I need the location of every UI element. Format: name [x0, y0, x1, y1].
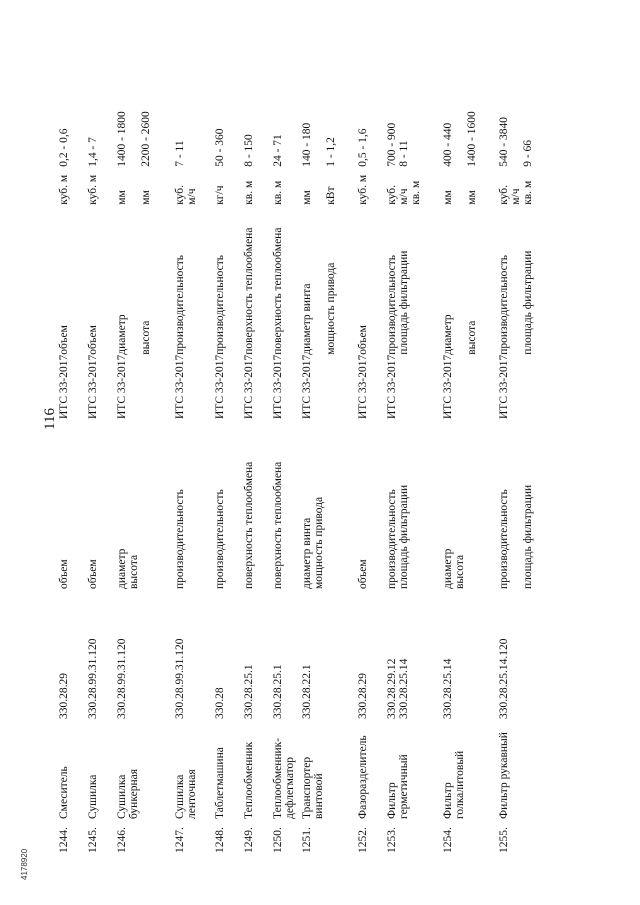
its-reference — [58, 355, 87, 419]
parameter-name — [272, 205, 301, 355]
unit-line: куб. — [174, 185, 186, 205]
parameter-name — [442, 205, 498, 355]
its-reference-line: ИТС 33-2017 — [442, 354, 454, 419]
unit-line: кВт — [325, 186, 337, 205]
okpd-code-line: 330.28.29 — [58, 673, 70, 719]
its-reference — [214, 355, 243, 419]
parameter-name-line: производительность — [498, 254, 510, 355]
characteristic-line — [510, 419, 522, 589]
table-row — [272, 97, 301, 853]
row-number-line: 1252. — [357, 827, 369, 853]
its-reference-line: ИТС 33-2017 — [498, 354, 510, 419]
unit-line — [128, 167, 140, 205]
characteristic-line: объем — [357, 559, 369, 589]
okpd-code — [301, 589, 357, 719]
value-range-line: 2200 - 2600 — [140, 111, 152, 167]
its-reference — [386, 355, 442, 419]
row-number — [272, 819, 301, 853]
row-number — [87, 819, 116, 853]
characteristic — [272, 419, 301, 589]
unit — [301, 167, 357, 205]
value-range-line: 8 - 11 — [398, 140, 410, 167]
its-reference-line: ИТС 33-2017 — [386, 354, 398, 419]
row-number — [243, 819, 272, 853]
table-row — [498, 97, 558, 853]
okpd-code-line: 330.28.99.31.120 — [87, 638, 99, 719]
parameter-name-line — [510, 205, 522, 355]
parameter-name-line: диаметр — [442, 314, 454, 355]
row-number — [301, 819, 357, 853]
unit — [498, 167, 558, 205]
characteristic-line: поверхность теплообмена — [272, 461, 284, 589]
row-number — [174, 819, 214, 853]
characteristic-line: производительность — [174, 489, 186, 589]
equipment-name-line: Сушилка — [174, 774, 186, 819]
equipment-name-line: голкалитовый — [454, 750, 466, 819]
value-range-line — [454, 97, 466, 167]
okpd-code-line: 330.28 — [214, 687, 226, 719]
value-range — [301, 97, 357, 167]
its-reference — [116, 355, 174, 419]
row-number — [214, 819, 243, 853]
its-reference-line: ИТС 33-2017 — [58, 354, 70, 419]
value-range — [87, 97, 116, 167]
value-range — [116, 97, 174, 167]
unit-line: кв. м — [522, 180, 534, 205]
equipment-name-line: Сушилка — [116, 774, 128, 819]
equipment-name — [116, 719, 174, 819]
unit-line: мм — [466, 190, 478, 205]
rotated-sheet — [58, 48, 578, 853]
value-range-line: 0,2 - 0,6 — [58, 128, 70, 167]
okpd-code-line: 330.28.25.1 — [272, 664, 284, 719]
unit-line: мм — [442, 190, 454, 205]
row-number-line: 1253. — [386, 827, 398, 853]
its-reference-line: ИТС 33-2017 — [174, 354, 186, 419]
parameter-name-line: поверхность теплообмена — [243, 227, 255, 355]
equipment-name-line: ленточная — [186, 769, 198, 819]
row-number-line: 1249. — [243, 827, 255, 853]
characteristic-line: объем — [58, 559, 70, 589]
equipment-name-line: Таблетмашина — [214, 747, 226, 819]
parameter-name-line: высота — [466, 320, 478, 355]
row-number — [116, 819, 174, 853]
equipment-table — [58, 97, 558, 853]
unit — [174, 167, 214, 205]
parameter-name-line — [128, 205, 140, 355]
unit-line: м/ч — [186, 188, 198, 205]
value-range-line: 140 - 180 — [301, 122, 313, 167]
characteristic-line: производительность — [386, 489, 398, 589]
table-row — [87, 97, 116, 853]
parameter-name-line: площадь фильтрации — [398, 250, 410, 355]
okpd-code — [386, 589, 442, 719]
value-range — [442, 97, 498, 167]
parameter-name-line — [313, 205, 325, 355]
equipment-name-line: Фильтр рукавный — [498, 732, 510, 819]
unit — [116, 167, 174, 205]
table-row — [301, 97, 357, 853]
parameter-name — [58, 205, 87, 355]
okpd-code-line: 330.28.29.12 — [386, 658, 398, 719]
equipment-name-line: Фазоразделитель — [357, 735, 369, 819]
value-range-line: 50 - 360 — [214, 128, 226, 167]
unit — [214, 167, 243, 205]
value-range-line: 1 - 1,2 — [325, 137, 337, 167]
value-range-line: 24 - 71 — [272, 134, 284, 167]
unit-line: мм — [116, 190, 128, 205]
equipment-name — [386, 719, 442, 819]
unit-line: м/ч — [398, 188, 410, 205]
value-range — [174, 97, 214, 167]
parameter-name-line: производительность — [214, 254, 226, 355]
characteristic-line: площадь фильтрации — [398, 484, 410, 589]
characteristic — [498, 419, 558, 589]
unit-line: кв. м — [243, 180, 255, 205]
value-range-line: 7 - 11 — [174, 140, 186, 167]
equipment-name-line: Теплообменник — [243, 741, 255, 819]
value-range-line: 9 - 66 — [522, 139, 534, 167]
unit — [87, 167, 116, 205]
unit-line: кв. м — [272, 180, 284, 205]
characteristic-line: диаметр — [442, 548, 454, 589]
its-reference — [87, 355, 116, 419]
unit — [386, 167, 442, 205]
value-range-line — [510, 97, 522, 167]
value-range-line: 1400 - 1800 — [116, 111, 128, 167]
characteristic — [174, 419, 214, 589]
parameter-name — [498, 205, 558, 355]
its-reference-line: ИТС 33-2017 — [214, 354, 226, 419]
okpd-code — [357, 589, 386, 719]
value-range-line: 700 - 900 — [386, 122, 398, 167]
characteristic — [357, 419, 386, 589]
okpd-code-line: 330.28.99.31.120 — [174, 638, 186, 719]
okpd-code — [214, 589, 243, 719]
row-number — [498, 819, 558, 853]
characteristic-line: производительность — [214, 489, 226, 589]
row-number-line: 1247. — [174, 827, 186, 853]
unit-line: мм — [140, 190, 152, 205]
unit-line: куб. м — [87, 174, 99, 205]
characteristic-line: диаметр винта — [301, 517, 313, 589]
unit — [442, 167, 498, 205]
table-row — [116, 97, 174, 853]
parameter-name — [174, 205, 214, 355]
okpd-code-line: 330.28.25.14 — [442, 658, 454, 719]
its-reference — [243, 355, 272, 419]
equipment-name-line: Транспортер — [301, 756, 313, 819]
parameter-name — [386, 205, 442, 355]
value-range-line — [128, 97, 140, 167]
parameter-name-line: диаметр — [116, 314, 128, 355]
row-number-line: 1254. — [442, 827, 454, 853]
equipment-name-line: винтовой — [313, 773, 325, 819]
parameter-name-line: поверхность теплообмена — [272, 227, 284, 355]
table-row — [58, 97, 87, 853]
okpd-code-line: 330.28.25.14.120 — [498, 638, 510, 719]
parameter-name — [116, 205, 174, 355]
okpd-code — [272, 589, 301, 719]
equipment-name-line: бункерная — [128, 768, 140, 819]
okpd-code-line: 330.28.22.1 — [301, 664, 313, 719]
row-number — [58, 819, 87, 853]
okpd-code-line: 330.28.29 — [357, 673, 369, 719]
row-number — [442, 819, 498, 853]
value-range-line: 8 - 150 — [243, 134, 255, 167]
value-range-line: 1400 - 1600 — [466, 111, 478, 167]
unit-line: куб. м — [58, 174, 70, 205]
equipment-name — [58, 719, 87, 819]
unit-line: кв. м — [410, 180, 422, 205]
okpd-code-line: 330.28.99.31.120 — [116, 638, 128, 719]
unit — [243, 167, 272, 205]
equipment-name-line: Сушилка — [87, 774, 99, 819]
unit-line: куб. — [386, 185, 398, 205]
unit-line: м/ч — [510, 188, 522, 205]
equipment-name-line: Фильтр — [386, 782, 398, 819]
its-reference-line: ИТС 33-2017 — [243, 354, 255, 419]
parameter-name — [243, 205, 272, 355]
equipment-name — [301, 719, 357, 819]
equipment-name — [498, 719, 558, 819]
its-reference — [272, 355, 301, 419]
table-row — [174, 97, 214, 853]
its-reference-line: ИТС 33-2017 — [116, 354, 128, 419]
value-range-line: 400 - 440 — [442, 122, 454, 167]
characteristic — [58, 419, 87, 589]
unit-line — [313, 167, 325, 205]
value-range-line: 0,5 - 1,6 — [357, 128, 369, 167]
table-row — [357, 97, 386, 853]
table-row — [442, 97, 498, 853]
side-document-code: 4178920 — [20, 848, 29, 880]
equipment-name-line: Теплообменник- — [272, 737, 284, 819]
parameter-name-line: площадь фильтрации — [522, 250, 534, 355]
row-number-line: 1245. — [87, 827, 99, 853]
row-number — [386, 819, 442, 853]
value-range — [214, 97, 243, 167]
unit-line: куб. — [498, 185, 510, 205]
table-row — [214, 97, 243, 853]
parameter-name-line: объем — [357, 325, 369, 355]
okpd-code-line: 330.28.25.1 — [243, 664, 255, 719]
value-range — [386, 97, 442, 167]
okpd-code — [58, 589, 87, 719]
value-range — [58, 97, 87, 167]
parameter-name-line: мощность привода — [325, 262, 337, 355]
equipment-name-line: Смеситель — [58, 766, 70, 819]
row-number-line: 1248. — [214, 827, 226, 853]
parameter-name-line: производительность — [174, 254, 186, 355]
characteristic-line: производительность — [498, 489, 510, 589]
unit-line: мм — [301, 190, 313, 205]
value-range — [243, 97, 272, 167]
its-reference — [301, 355, 357, 419]
okpd-code — [116, 589, 174, 719]
table-row — [386, 97, 442, 853]
page-number: 116 — [42, 408, 58, 430]
characteristic — [442, 419, 498, 589]
parameter-name-line — [454, 205, 466, 355]
value-range — [357, 97, 386, 167]
value-range — [498, 97, 558, 167]
characteristic — [386, 419, 442, 589]
row-number-line: 1255. — [498, 827, 510, 853]
okpd-code — [498, 589, 558, 719]
parameter-name-line: производительность — [386, 254, 398, 355]
unit — [58, 167, 87, 205]
parameter-name — [214, 205, 243, 355]
unit — [357, 167, 386, 205]
characteristic — [301, 419, 357, 589]
okpd-code — [174, 589, 214, 719]
parameter-name-line: объем — [58, 325, 70, 355]
its-reference-line: ИТС 33-2017 — [87, 354, 99, 419]
equipment-name-line: дефлегматор — [284, 756, 296, 819]
characteristic — [214, 419, 243, 589]
row-number-line: 1246. — [116, 827, 128, 853]
value-range-line: 540 - 3840 — [498, 116, 510, 167]
okpd-code — [243, 589, 272, 719]
characteristic-line: объем — [87, 559, 99, 589]
parameter-name-line: диаметр винта — [301, 283, 313, 355]
its-reference — [357, 355, 386, 419]
characteristic-line: площадь фильтрации — [522, 484, 534, 589]
row-number-line: 1244. — [58, 827, 70, 853]
equipment-name — [174, 719, 214, 819]
okpd-code — [442, 589, 498, 719]
equipment-name-line: Фильтр — [442, 782, 454, 819]
equipment-name — [87, 719, 116, 819]
parameter-name — [87, 205, 116, 355]
equipment-name — [357, 719, 386, 819]
row-number-line: 1250. — [272, 827, 284, 853]
unit-line: кг/ч — [214, 185, 226, 205]
characteristic — [87, 419, 116, 589]
value-range-line — [313, 97, 325, 167]
okpd-code — [87, 589, 116, 719]
characteristic-line: диаметр — [116, 548, 128, 589]
okpd-code-line: 330.28.25.14 — [398, 658, 410, 719]
equipment-name-line: герметичный — [398, 754, 410, 819]
its-reference — [442, 355, 498, 419]
equipment-table-body — [58, 97, 558, 853]
parameter-name — [301, 205, 357, 355]
its-reference — [498, 355, 558, 419]
characteristic — [243, 419, 272, 589]
equipment-name — [442, 719, 498, 819]
characteristic-line: высота — [128, 554, 140, 589]
parameter-name — [357, 205, 386, 355]
its-reference-line: ИТС 33-2017 — [272, 354, 284, 419]
characteristic-line: поверхность теплообмена — [243, 461, 255, 589]
unit-line — [454, 167, 466, 205]
unit — [272, 167, 301, 205]
characteristic-line: мощность привода — [313, 496, 325, 589]
its-reference-line: ИТС 33-2017 — [301, 354, 313, 419]
row-number-line: 1251. — [301, 827, 313, 853]
its-reference — [174, 355, 214, 419]
characteristic — [116, 419, 174, 589]
its-reference-line: ИТС 33-2017 — [357, 354, 369, 419]
characteristic-line: высота — [454, 554, 466, 589]
equipment-name — [214, 719, 243, 819]
row-number — [357, 819, 386, 853]
table-row — [243, 97, 272, 853]
unit-line: куб. м — [357, 174, 369, 205]
value-range — [272, 97, 301, 167]
equipment-name — [243, 719, 272, 819]
parameter-name-line: высота — [140, 320, 152, 355]
equipment-name — [272, 719, 301, 819]
parameter-name-line: объем — [87, 325, 99, 355]
value-range-line: 1,4 - 7 — [87, 137, 99, 167]
